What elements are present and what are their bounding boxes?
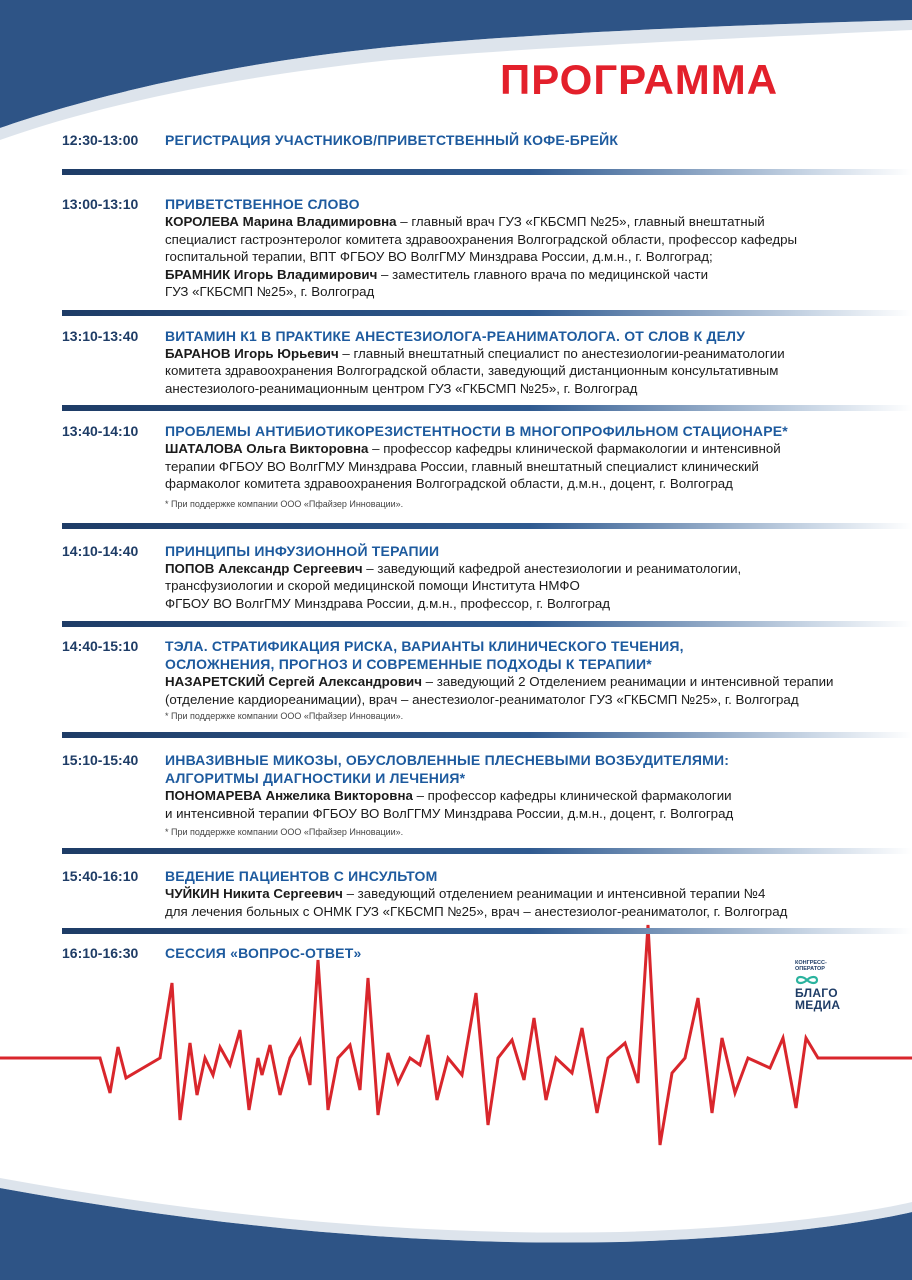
- divider: [62, 928, 912, 934]
- speaker-desc-line: для лечения больных с ОНМК ГУЗ «ГКБСМП №25», врач – анестезиолог-реаниматолог, г. Волгоград: [165, 903, 788, 919]
- speaker-desc-line: анестезиолого-реанимационным центром ГУЗ «ГКБСМП №25», г. Волгоград: [165, 380, 638, 396]
- speaker-desc-line: – профессор кафедры клинической фармакологии и интенсивной: [368, 441, 781, 456]
- speaker-desc-line: (отделение кардиореанимации), врач – анестезиолог-реаниматолог ГУЗ «ГКБСМП №25», г. Волгоград: [165, 691, 799, 707]
- speaker-desc-line: – профессор кафедры клинической фармакологии: [412, 788, 732, 803]
- sponsor-note: * При поддержке компании ООО «Пфайзер Инновации».: [165, 711, 404, 721]
- speaker-desc-line: ГУЗ «ГКБСМП №25», г. Волгоград: [165, 284, 375, 299]
- speaker-list: [165, 345, 882, 398]
- item-time: 13:00-13:10: [62, 196, 139, 212]
- divider: [62, 732, 912, 738]
- item-time: 13:40-14:10: [62, 423, 139, 439]
- speaker-desc-line: – главный внештатный специалист по анестезиологии-реаниматологии: [338, 345, 785, 361]
- program-schedule: [62, 131, 882, 962]
- speaker: [165, 787, 882, 805]
- item-topic: [165, 327, 882, 345]
- item-time: 14:10-14:40: [62, 542, 139, 559]
- topic-line: ПРИВЕТСТВЕННОЕ СЛОВО: [165, 196, 360, 212]
- item-time: 14:40-15:10: [62, 638, 139, 654]
- item-body: [165, 637, 882, 722]
- page-title: ПРОГРАММА: [500, 56, 779, 103]
- speaker-desc-line: комитета здравоохранения Волгоградской области, заведующий дистанционным консультативным: [165, 363, 779, 378]
- item-time: 16:10-16:30: [62, 945, 139, 961]
- topic-line: ОСЛОЖНЕНИЯ, ПРОГНОЗ И СОВРЕМЕННЫЕ ПОДХОДЫ К ТЕРАПИИ*: [165, 656, 652, 672]
- item-topic: [165, 422, 882, 440]
- speaker-name: НАЗАРЕТСКИЙ Сергей Александрович: [165, 674, 422, 689]
- speaker: [165, 673, 882, 691]
- item-body: [165, 542, 882, 613]
- topic-line: ВЕДЕНИЕ ПАЦИЕНТОВ С ИНСУЛЬТОМ: [165, 868, 438, 884]
- program-item: [62, 637, 882, 722]
- speaker-name: ШАТАЛОВА Ольга Викторовна: [165, 441, 369, 456]
- speaker: [165, 213, 882, 231]
- item-topic: [165, 195, 882, 213]
- speaker-desc-line: – главный врач ГУЗ «ГКБСМП №25», главный внештатный: [396, 214, 765, 229]
- infinity-icon: [795, 974, 819, 986]
- speaker: [165, 345, 882, 363]
- item-time: 12:30-13:00: [62, 132, 139, 148]
- speaker-name: ПОНОМАРЕВА Анжелика Викторовна: [165, 788, 413, 803]
- speaker-name: ЧУЙКИН Никита Сергеевич: [165, 886, 343, 901]
- topic-line: РЕГИСТРАЦИЯ УЧАСТНИКОВ/ПРИВЕТСТВЕННЫЙ КОФЕ-БРЕЙК: [165, 132, 619, 148]
- speaker-desc-line: специалист гастроэнтеролог комитета здравоохранения Волгоградской области, профессор кафедры: [165, 231, 798, 247]
- topic-line: АЛГОРИТМЫ ДИАГНОСТИКИ И ЛЕЧЕНИЯ*: [165, 770, 466, 786]
- program-item: [62, 195, 882, 301]
- speaker-desc-line: – заместитель главного врача по медицинской части: [377, 266, 709, 282]
- item-topic: [165, 867, 882, 885]
- item-body: [165, 422, 882, 510]
- program-item: [62, 542, 882, 613]
- sponsor-note: * При поддержке компании ООО «Пфайзер Инновации».: [165, 498, 404, 509]
- topic-line: ТЭЛА. СТРАТИФИКАЦИЯ РИСКА, ВАРИАНТЫ КЛИНИЧЕСКОГО ТЕЧЕНИЯ,: [165, 638, 684, 654]
- speaker-list: [165, 673, 882, 708]
- item-body: [165, 867, 882, 920]
- speaker-list: [165, 560, 882, 613]
- divider: [62, 169, 912, 175]
- speaker-name: БРАМНИК Игорь Владимирович: [165, 266, 378, 282]
- item-body: [165, 751, 882, 838]
- speaker-desc-line: фармаколог комитета здравоохранения Волгоградской области, д.м.н., доцент, г. Волгоград: [165, 476, 733, 491]
- speaker-desc-line: госпитальной терапии, ВПТ ФГБОУ ВО ВолгГМУ Минздрава России, д.м.н., г. Волгоград;: [165, 249, 713, 264]
- program-item: [62, 867, 882, 920]
- program-item: [62, 327, 882, 398]
- speaker-desc-line: и интенсивной терапии ФГБОУ ВО ВолГГМУ Минздрава России, д.м.н., доцент, г. Волгоград: [165, 805, 734, 821]
- program-item: [62, 944, 882, 962]
- item-body: [165, 195, 882, 301]
- program-item: [62, 751, 882, 838]
- item-time: 15:40-16:10: [62, 868, 139, 884]
- logo-subtitle: КОНГРЕСС-: [795, 960, 827, 966]
- divider: [62, 405, 912, 411]
- logo-subtitle: ОПЕРАТОР: [795, 966, 825, 972]
- speaker-desc-line: трансфузиологии и скорой медицинской помощи Института НМФО: [165, 578, 580, 593]
- item-time: 15:10-15:40: [62, 752, 139, 768]
- speaker-name: ПОПОВ Александр Сергеевич: [165, 560, 363, 576]
- speaker: [165, 560, 882, 578]
- speaker-list: [165, 787, 882, 822]
- speaker-desc-line: – заведующий 2 Отделением реанимации и интенсивной терапии: [421, 674, 834, 689]
- topic-line: ПРИНЦИПЫ ИНФУЗИОННОЙ ТЕРАПИИ: [165, 542, 440, 559]
- speaker: [165, 440, 882, 458]
- item-body: [165, 944, 882, 962]
- topic-line: ВИТАМИН К1 В ПРАКТИКЕ АНЕСТЕЗИОЛОГА-РЕАНИМАТОЛОГА. ОТ СЛОВ К ДЕЛУ: [165, 327, 746, 344]
- item-body: [165, 327, 882, 398]
- logo-name: БЛАГО: [795, 986, 838, 1000]
- company-logo: [795, 960, 875, 1011]
- speaker-name: БАРАНОВ Игорь Юрьевич: [165, 345, 339, 361]
- program-item: [62, 422, 882, 510]
- divider: [62, 621, 912, 627]
- item-topic: [165, 131, 882, 149]
- speaker: [165, 266, 882, 284]
- item-topic: [165, 542, 882, 560]
- logo-name: МЕДИА: [795, 998, 841, 1012]
- program-item: [62, 131, 882, 149]
- speaker-list: [165, 213, 882, 301]
- topic-line: ПРОБЛЕМЫ АНТИБИОТИКОРЕЗИСТЕНТНОСТИ В МНОГОПРОФИЛЬНОМ СТАЦИОНАРЕ*: [165, 423, 788, 439]
- speaker: [165, 885, 882, 903]
- topic-line: ИНВАЗИВНЫЕ МИКОЗЫ, ОБУСЛОВЛЕННЫЕ ПЛЕСНЕВЫМИ ВОЗБУДИТЕЛЯМИ:: [165, 752, 730, 768]
- speaker-desc-line: – заведующий кафедрой анестезиологии и реаниматологии,: [362, 560, 742, 576]
- speaker-desc-line: – заведующий отделением реанимации и интенсивной терапии №4: [342, 886, 766, 901]
- sponsor-note: * При поддержке компании ООО «Пфайзер Инновации».: [165, 827, 404, 837]
- item-topic: [165, 637, 882, 673]
- speaker-list: [165, 885, 882, 920]
- item-topic: [165, 944, 882, 962]
- item-body: [165, 131, 882, 149]
- divider: [62, 848, 912, 854]
- item-topic: [165, 751, 882, 787]
- speaker-list: [165, 440, 882, 493]
- speaker-desc-line: ФГБОУ ВО ВолгГМУ Минздрава России, д.м.н., профессор, г. Волгоград: [165, 595, 611, 611]
- divider: [62, 523, 912, 529]
- divider: [62, 310, 912, 316]
- speaker-name: КОРОЛЕВА Марина Владимировна: [165, 214, 397, 229]
- topic-line: СЕССИЯ «ВОПРОС-ОТВЕТ»: [165, 945, 362, 961]
- speaker-desc-line: терапии ФГБОУ ВО ВолгГМУ Минздрава России, главный внештатный специалист клинический: [165, 458, 759, 474]
- item-time: 13:10-13:40: [62, 327, 139, 344]
